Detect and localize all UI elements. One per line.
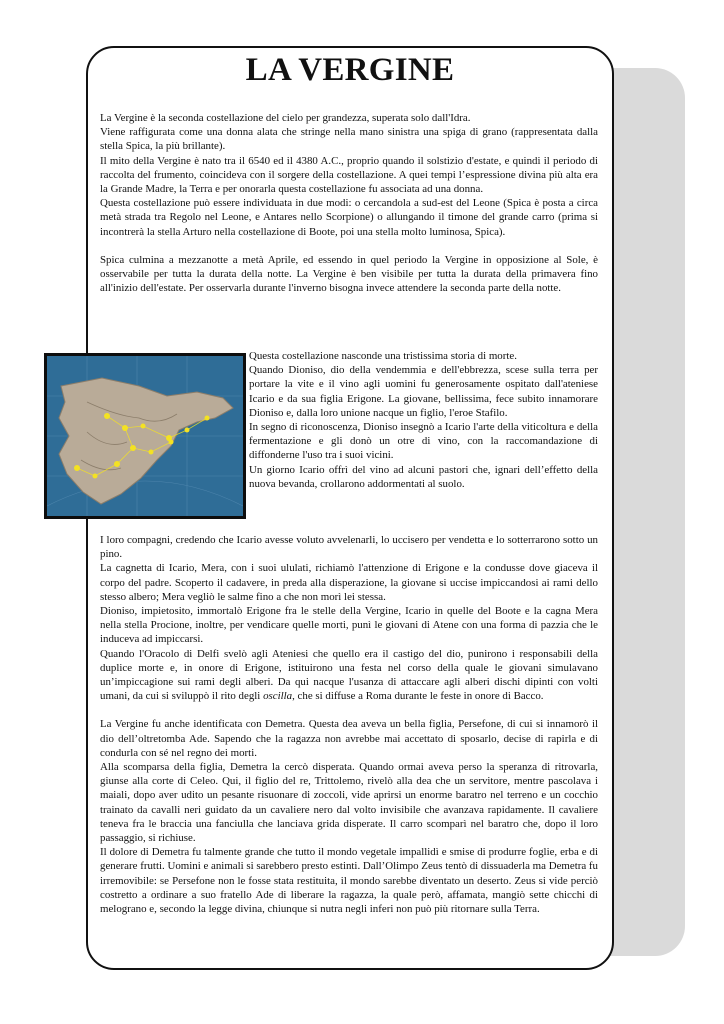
- myth-text: Quando l'Oracolo di Delfi svelò agli Ateniesi che quello era il castigo del dio, punirono i responsabili della duplice morte e, in onore di Erigone, istituirono una festa nel corso della quale le giovani simulavano un’impiccagione sui rami degli alberi. Da qui nacque l'usanza di attaccare agli alberi dischi dipinti con volti umani, da cui si sviluppò il rito degli: [100, 647, 598, 703]
- intro-paragraph: Questa costellazione può essere individuata in due modi: o cercandola a sud-est del Leone (Spica è posta a circa metà strada tra Regolo nel Leone, e Antares nello Scorpione) o allungando il timone del grande carro (prima si incontrerà la stella Arturo nella costellazione di Boote, poi una stella molto luminosa, Spica).: [100, 197, 598, 238]
- intro-paragraph: Viene raffigurata come una donna alata che stringe nella mano sinistra una spiga di grano (rappresentata dalla stella Spica, la più brillante).: [100, 126, 598, 153]
- visibility-paragraph: Spica culmina a mezzanotte a metà Aprile, ed essendo in quel periodo la Vergine in opposizione al Sole, è osservabile per tutta la durata della notte. La Vergine è ben visibile per tutta la durata della primavera fino all'inizio dell'estate. Per osservarla durante l'inverno bisogna invece attendere la seconda parte della notte.: [100, 253, 598, 295]
- myth-paragraph: La cagnetta di Icario, Mera, con i suoi ululati, richiamò l'attenzione di Erigone e la condusse dove giaceva il corpo del padre. Scoperto il cadavere, in preda alla disperazione, la giovane si uccise impiccandosi ai rami dello stesso albero; Mera vegliò le salme fino a che non morì lei stessa.: [100, 562, 598, 603]
- myth-intro-section: [249, 349, 598, 491]
- myth-paragraph: Dioniso, impietosito, immortalò Erigone fra le stelle della Vergine, Icario in quelle del Boote e la cagna Mera nella stella Procione, inoltre, per vendicare quelle morti, punì le giovani di Atene con una forma di pazzia che le induceva ad impiccarsi.: [100, 605, 598, 646]
- oscilla-term: oscilla: [263, 690, 293, 703]
- myth-section: [100, 533, 598, 916]
- intro-paragraph: Il mito della Vergine è nato tra il 6540 ed il 4380 A.C., proprio quando il solstizio d'estate, e quindi il periodo di raccolta del frumento, coincideva con il sorgere della costellazione. A quei tempi l’espressione divina più alta era la Grande Madre, la Terra e per onorarla questa costellazione fu associata ad una donna.: [100, 154, 598, 196]
- virgo-map-icon: [47, 356, 243, 516]
- myth-paragraph: Quando Dioniso, dio della vendemmia e dell'ebbrezza, scese sulla terra per portare la vite e il vino agli uomini fu generosamente ospitato dall'ateniese Icario e da sua figlia Erigone. La giovane, bellissima, fece subito innamorare Dioniso e, dalla loro unione nacque un figlio, l'eroe Stafilo.: [249, 364, 598, 419]
- myth-paragraph: In segno di riconoscenza, Dioniso insegnò a Icario l'arte della viticoltura e della fermentazione e gli donò un otre di vino, con la raccomandazione di diffonderne l'uso tra i suoi vicini.: [249, 421, 598, 462]
- myth-paragraph: Questa costellazione nasconde una tristissima storia di morte.: [249, 350, 517, 362]
- myth-paragraph: [100, 647, 598, 704]
- demeter-paragraph: Il dolore di Demetra fu talmente grande che tutto il mondo vegetale impallidì e smise di produrre foglie, erba e di generare frutti. Uomini e animali si sarebbero presto estinti. Dall’Olimpo Zeus tentò di dissuaderla ma Demetra fu irremovibile: se Persefone non le fosse stata restituita, il mondo sarebbe diventato un deserto. Zeus si vide perciò costretto a ordinare a suo fratello Ade di liberare la ragazza, la quale però, affamata, mangiò sette chicchi di melograno e, secondo la legge divina, chiunque si nutra negli inferi non può più ritornare sulla Terra.: [100, 846, 598, 916]
- myth-text: , che si diffuse a Roma durante le feste in onore di Bacco.: [292, 690, 544, 703]
- demeter-paragraph: Alla scomparsa della figlia, Demetra la cercò disperata. Quando ormai aveva perso la speranza di ritrovarla, giunse alla corte di Celeo. Qui, il figlio del re, Trittolemo, rivelò alla dea che un servitore, mentre pascolava i maiali, dopo aver udito un pesante risuonare di zoccoli, vide aprirsi un enorme baratro nel terreno e un cocchio trainato da cavalli neri guidato da un cavaliere nero dal volto invisibile che avanzava rapidamente. Il cavaliere teneva fra le braccia una fanciulla che lanciava grida disperate. Il carro scomparì nel baratro che, dopo il loro passaggio, si richiuse.: [100, 761, 598, 845]
- myth-paragraph: I loro compagni, credendo che Icario avesse voluto avvelenarli, lo uccisero per vendetta e lo sotterrarono sotto un pino.: [100, 534, 598, 561]
- intro-section: [100, 111, 598, 295]
- constellation-map-image: [44, 353, 246, 519]
- myth-paragraph: Un giorno Icario offrì del vino ad alcuni pastori che, ignari dell’effetto della nuova bevanda, crollarono addormentati al suolo.: [249, 463, 598, 490]
- page-title: LA VERGINE: [245, 52, 455, 88]
- demeter-paragraph: La Vergine fu anche identificata con Demetra. Questa dea aveva un bella figlia, Persefone, di cui si innamorò il dio dell’oltretomba Ade. Sapendo che la ragazza non avrebbe mai accettato di sposarlo, decise di rapirla e di condurla con sé nel regno dei morti.: [100, 718, 598, 759]
- intro-paragraph: La Vergine è la seconda costellazione del cielo per grandezza, superata solo dall'Idra.: [100, 112, 471, 124]
